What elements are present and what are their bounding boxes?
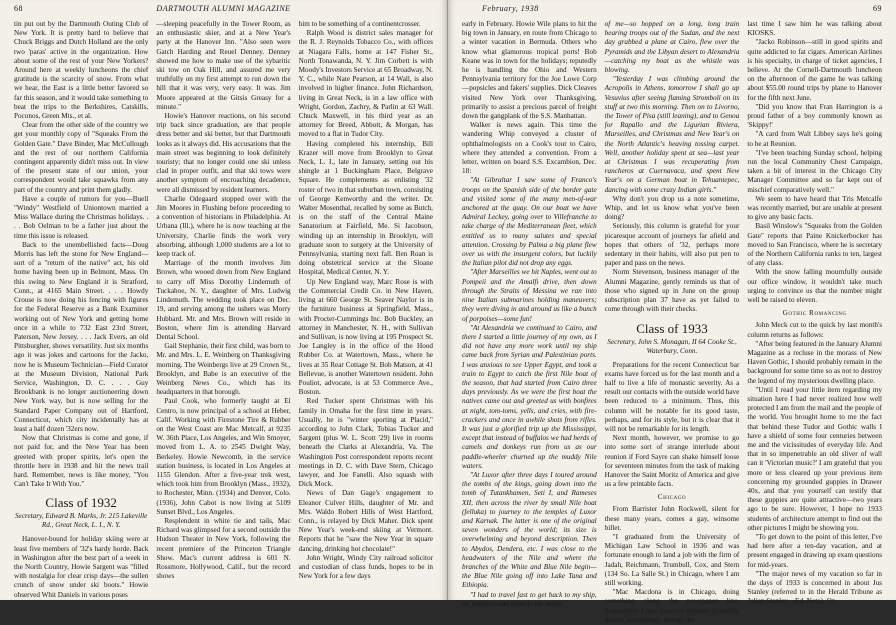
paragraph: "Yesterday I was climbing around the Acropolis in Athens, tomorrow I shall go up Vesuvius after seeing flaming Stromboli on its stuff at two this morning. Then on to Livorno, the Tower of Pisa (still leaning), and to Genoa for Rapallo and the Ligurian Riviera, Marseilles, and Christmas and New Year's on the North Atlantic's heaving tossing carpet. Well, another holiday spent at sea—last year at Christmas I was recuperating from rancheros at Cuernavaca, and spent New Year's on a German boat in Tehuantepec, dancing with some crazy Indian girls." <box>604 75 740 194</box>
paragraph: "At Alexandria we continued to Cairo, and there I started a little journey of my own, as I did not have any more work until my ship came back from Syrian and Palestinian ports. I was anxious to see Upper Egypt, and took a train to Egypt to catch the first Nile boat of the season, that had started from Cairo three days previously. As we were the first boat the natives came out and greeted us with bonfires at night, tom-toms, yells, and cries, with fire-crackers and once in awhile shots from rifles. It was just a glorified trip up the Mississippi, except that instead of buffalos we had herds of camels and donkeys run from us as our paddle-wheeler churned up the muddy Nile waters. <box>462 323 597 470</box>
paragraph: him to be something of a continentcrosser. <box>298 20 421 28</box>
paragraph: Have a couple of rumors for you—Buell "Windy" Westfield of Uniontown married a Miss Wallace during the Christmas holidays. . . . Bob Oelman to be a father just about the time this issue is released. <box>14 194 149 240</box>
left-column-1 <box>14 20 149 599</box>
paragraph: last time I saw him he was talking about KIOSKS. <box>747 20 883 38</box>
paragraph: Clear from the other side of the country we get your monthly copy of "Squeaks From the Golden Gate." Dave Binder, Mac McCullough and the rest of our northern California contingent apparently didn't miss out. In view of the present state of our union, your correspondent would take squawks from any part of the country and print them gladly. <box>14 121 149 194</box>
right-page <box>448 0 896 624</box>
paragraph: "Until I read your little item regarding my situation here I had never realized how well protected I am from the mail and the people of the world. You brought home to me the fact that behind these Tudor and Gothic walls I have a shield of some four centuries between me and the vicissitudes of everyday life. And that in so impenetrable an old sliver of wall can it 'Victorian music?' I am grateful that you more or less cleared up your previous item concerning my grounded guppies in Drawer 40x, and that you yourself can testify that these guppies are quite attractive—two years ago to be sure. However, I hope no 1933 students of architecture attempt to find out the other pictures I might be showing you. <box>747 385 883 532</box>
paragraph: Norm Stevenson, business manager of the Alumni Magazine, gently reminds us that of those who signed up in June on the group subscription plan 37 have as yet failed to come through with their checks. <box>604 268 740 314</box>
left-page <box>0 0 448 600</box>
paragraph: "Mac Macdona is in Chicago, doing something along the newspaper line. Somewhere I also involves theaters (probably theater advertising), though the <box>604 588 740 624</box>
left-running-head <box>14 4 433 16</box>
paragraph: Seriously, this column is grateful for your picaresque account of journeys far afield and hopes that others of '32, perhaps more sedentary in their habits, will also put pen to paper and pass on the news. <box>604 222 740 268</box>
paragraph: Basil Winslow's "Squeaks from the Golden Gate" reports that Paine Knickerbocker has moved to San Francisco, where he is secretary of the Northern California ranks to ten, largest of any class. <box>747 222 883 268</box>
right-column-3 <box>747 20 883 606</box>
paragraph: Red Tucker spent Christmas with his family in Omaha for the first time in years. Usually, he is "winter sporting at Placid," according to John Clark, Tobias Tucker and Sargent (plus W. L. Scott '29) live in rooms beneath the Clarks at Alexandria, Va. The Washington Post correspondent reports recent meetings in D. C. with Dave Stern, Chicago lawyer, and Joe Fanelli. Also squash with Dick Mock. <box>298 397 433 489</box>
paragraph: "A card from Walt Libbey says he's going to be at Reunion. <box>747 130 883 148</box>
paragraph: "Did you know that Fran Harrington is a proud father of a boy commonly known as 'Skippy!' <box>747 102 883 130</box>
paragraph: Howie's Hanover reactions, on his second trip back since graduation, are that people dress better and ski better, but that Dartmouth looks as it always did. His accusations that the main street was beginning to look definitely touristy; that no longer could one ski unless clad in proper outfit, and that ski tows were another symptom of encroaching decadence, were all dismissed by resident learners. <box>156 112 291 194</box>
paragraph: —sleeping peacefully in the Tower Room, as an enthusiastic skier, and at a New Year's party at the Hanover Inn. "Also seen were Gatch Harding and Reuel Denney. Denney showed me how to make use of the sybaritic ski tow on Oak Hill, and assured me very truthfully on my first attempt to run down the hill that it was very, very easy. It was. Jim Moore appeared at the Gitsis Greasy for a minute." <box>156 20 291 111</box>
paragraph: "At Luxor after three days I toured around the tombs of the kings, going down into the tomb of Tutankhamen, Seti I, and Rameses XII, then across the river by small Nile boat (felluka) to journey to the temples of Luxor and Karnak. The latter is one of the original seven wonders of the world; its size is overwhelming and beyond description. Then to Abydos, Dendera, etc. I was close to the headwaters of the Nile and where the branches of the White and Blue Nile begin—the Blue Nile going off into Lake Tana and Ethiopia. <box>462 470 597 590</box>
gothic-romancing-subheading: Gothic Romancing <box>782 309 847 318</box>
right-column-2 <box>604 20 740 624</box>
paragraph: Resplendent in white tie and tails, Mac Richard was glimpsed for a second outside the Hudson Theater in New York, following the recent premiere of the Princeton Triangle Show. Mac's current address is 601 N. Rossmore, Hollywood, Calif., but the record shows <box>156 516 291 581</box>
paragraph: John Wright, Windy City railroad solicitor and custodian of class funds, hopes to be in New York for a few days <box>298 553 433 581</box>
paragraph: From Barrister John Rockwell, silent for these many years, comes a gay, winsome billet. <box>604 505 740 532</box>
paragraph: John Meck cut to the quick by last month's column returns as follows: <box>747 321 883 339</box>
class-1933-secretary: Secretary, John S. Monagan, II 64 Cooke St., Waterbury, Conn. <box>607 337 737 355</box>
paragraph: "The major news of my vacation so far in the days of 1933 is concerned in about Jus Stanley (referred to in the Herald Tribune as Julian Stanley—Ed. Note). On <box>747 569 883 606</box>
class-1932-heading: Class of 1932 <box>45 495 117 511</box>
left-column-2 <box>156 20 290 594</box>
class-1933-heading: Class of 1933 <box>636 320 708 336</box>
paragraph: Paul Cook, who formerly taught at El Centro, is now principal of a school at Heber, Calif. Working with Firestone Tire & Rubber on the West Coast are Mac Metcalf, at 9235 W. 36th Place, Los Angeles, and Win Smoyer, moved from L. A. to 2545 Dwight Way, Berkeley. Howie Newcomb, in the service station business, is located in Los Angeles at 1155 Glendon. After a five-year trek west, which took him from Brooklyn (Mass., 1932), to Rochester, Minn. (1934) and Denver, Colo. (1936), John Cabot is now living at 5109 Sunset Blvd., Los Angeles. <box>156 397 291 516</box>
paragraph: Up New England way, Marc Rose is with the Commercial Credit Co. in New Haven, living at 660 George St. Seaver Naylor is in the furniture business at Springfield, Mass., with Procter-Cummings Inc. Bob Buckley, an attorney in Manchester, N. H., with Sullivan and Sullivan, is now living at 195 Prospect St. Joe Langley is in the office of the Hood Rubber Co. at Watertown, Mass., where he lives at 35 Rear Cottage St. Bob Matson, at 41 Bellevue, is another Watertown resident. John Pouliot, advocate, is at 53 Commerce Ave., Boston. <box>298 277 433 397</box>
paragraph: Gail Stephanie, their first child, was born to Mr. and Mrs. L. E. Weinberg on Thanksgiving morning. The Weinbergs live at 29 Crown St., Brooklyn, and Babe is an executive of the Weinberg News Co., which has its headquarters in that borough. <box>156 342 291 397</box>
right-running-title: February, 1938 <box>482 4 539 13</box>
paragraph: We seem to have heard that Tris Metcalfe was recently married, but are unable at present to give any basic facts. <box>747 194 883 222</box>
left-running-title: DARTMOUTH ALUMNI MAGAZINE <box>156 4 291 13</box>
right-columns <box>462 20 883 624</box>
paragraph: of me—so hopped on a long, long train bearing troops out of the Sudan, and the next day grabbed a plane at Cairo, flew over the Pyramids and the Libyan desert to Alexandria—catching my boat as the whistle was blowing. <box>604 20 740 75</box>
paragraph: "After Marseilles we hit Naples, went out to Pompeii and the Amalfi drive, then down through the Straits of Messina we ran into nine Italian submarines holding maneuvers; they were diving in and around us like a bunch of porpoises—some fun! <box>462 268 597 323</box>
paragraph: Hanover-bound for holiday skiing were at least five members of '32's hardy horde. Back in Washington after the best part of a week in the North Country, Howie Sargent was "filled with nostalgia for clear crisp days—the sullen crunch of snow under ski boots." Howie observed Whit Daniels in various poses <box>14 535 149 599</box>
right-running-head <box>462 4 882 16</box>
right-page-number: 69 <box>873 4 882 13</box>
paragraph: "After being featured in the January Alumni Magazine as a recluse in the morass of New Haven Gothic, I should probably remain in the background for some time so as not to destroy the legend of my mysterious dwelling place. <box>747 339 883 385</box>
paragraph: tin put out by the Dartmouth Outing Club of New York. It is pretty hard to believe that Chuck Briggs and Dutch Holland are the only two 'paras' active in the organization. How about some of the rest of your New Yorkers? Around here at weekly luncheons the chief gratitude is the scarcity of snow. From what we hear, the East is a little better favored so far this season, and it would take something to beat the trips to the Berkshires, Catskills, Poconos, Green Mts., et al. <box>14 20 149 121</box>
paragraph: "Jacko Robinson—still in good spirits and quite addicted to fat cigars. American Airlines is his specialty, in charge of ticket agencies, I believe. At the Cornell-Dartmouth luncheon on the afternoon of the game he was talking about $55.00 round trips by plane to Hanover for the fifth next June. <box>747 38 883 102</box>
paragraph: Why don't you drop us a note sometime, Whip, and let us know what you've been doing? <box>604 194 740 222</box>
left-column-3 <box>299 20 433 594</box>
paragraph: With the snow falling mournfully outside our office window, it wouldn't take much urging to convince us that the number might well be raised to eleven. <box>747 268 883 305</box>
paragraph: Ralph Wood is district sales manager for the R. J. Reynolds Tobacco Co., with offices at Niagara Falls, home at 147 Fisher St., North Tonawanda, N. Y. Jim Corbett is with Moody's Investors Service at 65 Broadway, N. Y. C., while Nate Pearson, at 14 Wall, is also involved in higher finance. John Richardson, living in Great Neck, is in a law office with Wright, Gordon, Zachry, & Parlin at 63 Wall. Chuck Maxwell, in his third year as an attorney for Breed, Abbott, & Morgan, has moved to a flat in Tudor City. <box>298 29 433 139</box>
paragraph: early in February. Howie Wile plans to hit the big town in January, en route from Chicago to a winter vacation in Bermuda. Others who know what glamorous tropical ports! Bob Keane was in town for the holidays; reputedly he is handling the Ohio and Western Pennsylvania territory for the Joe Lowe Corp—popsicles and fakers' supplies. Dick Cleaves visited New York over Thanksgiving, primarily to assist a precious parcel of freight down the gangplank of the S.S. Manhattan. <box>462 20 597 121</box>
paragraph: "I've been teaching Sunday school, helping run the local Community Chest Campaign, taken a bit of interest in the Chicago City Manager Committee and so far kept out of mischief comparatively well." <box>747 148 883 194</box>
paragraph: "At Gibraltar I saw some of Franco's troops on the Spanish side of the border gate and visited some of the many men-of-war anchored at the quay. On our boat we have Admiral Leckey, going over to Villefranche to take charge of the Mediterranean fleet, which entitled us to many salutes and special attention. Crossing by Palma a big plane flew over us with the insurgent colors, but luckily the Italian pilot did not drop any eggs. <box>462 176 597 268</box>
paragraph: "To get down to the point of this letter, I've had here after a ten-day vacation, and at present engaged in drawing up exam questions for mid-years. <box>747 532 883 569</box>
paragraph: Charlie Odegaard stopped over with the Jim Moores in Flushing before proceeding to a convention of historians in Philadelphia. At Urbana (Ill.), where he is now teaching at the University, Charlie finds the work very absorbing, although 1,000 students are a lot to keep track of. <box>156 194 291 259</box>
right-column-1 <box>462 20 597 608</box>
paragraph: Marriage of the month involves Jim Brown, who wooed down from New England to carry off Miss Dorothy Lindemuth of Tuckahoe, N. Y., daughter of Mrs. Ludwig Lindemuth. The wedding took place on Dec. 19, and serving among the ushers was Morry Hubbard. Mr. and Mrs. Brown will reside in Boston, where Jim is attending Harvard Dental School. <box>156 259 291 341</box>
paragraph: Having completed his internship, Bill Krazer will move from Brooklyn to Great Neck, L. I., late in January, setting out his shingle at 1 Buckingham Place, Belgrave Square. He complements as enlisting '32 roster of two in that suburban town, consisting of George Kenworthy and the writer. Dr. Walter Mosenthal, recalled by some as Butch, is on the staff of the Central Maine Sanatorium at Fairfield, Me. Si Jacobson, winding up an internship in Brooklyn, will graduate soon to surgery at the University of Pennsylvania, starting next fall. Ben Roan is doing obstetrical service at the Sloane Hospital, Medical Center, N. Y. <box>298 139 433 277</box>
left-page-number: 68 <box>14 4 23 13</box>
chicago-subheading: Chicago <box>657 493 687 502</box>
paragraph: "I had to travel fast to get back to my ship, six hundred-odd miles to the north <box>462 590 597 608</box>
paragraph: Next month, however, we promise to go into some sort of strange interlude about reunion if Ford Sayre can shake himself loose for seventeen minutes from the task of making Hanover the Saint Moritz of America and give us a few printable facts. <box>604 434 740 489</box>
paragraph: News of Dan Gage's engagement to Eleanor Culver Hills, daughter of Mr. and Mrs. Waldo Robert Hills of West Hartford, Conn., is relayed by Dick Maher. Dick spent New Year's week-end skiing at Vermont. Reports that he "saw the New Year in square dancing, drinking hot chocolate!" <box>298 489 433 553</box>
paragraph: Preparations for the recent Connecticut bar exams have forced us for the last month and a half to live a life of monastic severity. As a result our contacts with the outside world have been reduced to a minimum. Thus, this column will be notable for its good taste, perhaps, and for its style, but it is clear that it will not be remarkable for its length. <box>604 360 740 433</box>
left-columns <box>14 20 433 599</box>
paragraph: Now that Christmas is come and gone, if not paid for, and the New Year has been greeted with proper spirits, let's open the throttle here in 1938 and hit the news trail hard. Remember, news is like money, "You Can't Take It With You." <box>14 434 149 489</box>
paragraph: Back to the unembellished facts—Doug Morris has left the stone for New England—sort of a "return of the native" act, his old home having been up in Belmont, Mass. On this swing to New England it is Stratford, Conn., at 4165 Main Street. . . . Howdy Crouse is now doing his fencing with figures for the Federal Reserve as a Bank Examiner working out of New York and getting home once in a while to 732 East 23rd Street, Paterson, New Jersey. . . . Jack Evers, an old Pittsburgher, shows versatility. Just six months ago it was jokes and cartoons for the Jacko, now he is Museum Technician—Field Curator at the Museum Division, National Park Service, Washington, D. C. . . . Guy Brookbank is no longer auctioneering down New York way, but is now selling for the Standard Paper Company out of Hartford, Connecticut, which city incidentally has at least a half dozen '32ers now. <box>14 240 149 433</box>
paragraph: Walker is news again. This time the wandering Whip conveyed a cluster of ophthalmologists on a Cook's tour to Cairo, where they attended a convention. From a letter, written on board S.S. Excambion, Dec. 18: <box>462 121 597 176</box>
paragraph: "I graduated from the University of Michigan Law School in 1936 and was fortunate enough to land a job with the firm of Jadah, Reichmann, Trumbull, Cox, and Stern (134 So. La Salle St.) in Chicago, where I am still working. <box>604 532 740 587</box>
class-1932-secretary: Secretary, Edward B. Marks, Jr. 215 Lakeville Rd., Great Neck, L. I., N. Y. <box>14 512 148 530</box>
